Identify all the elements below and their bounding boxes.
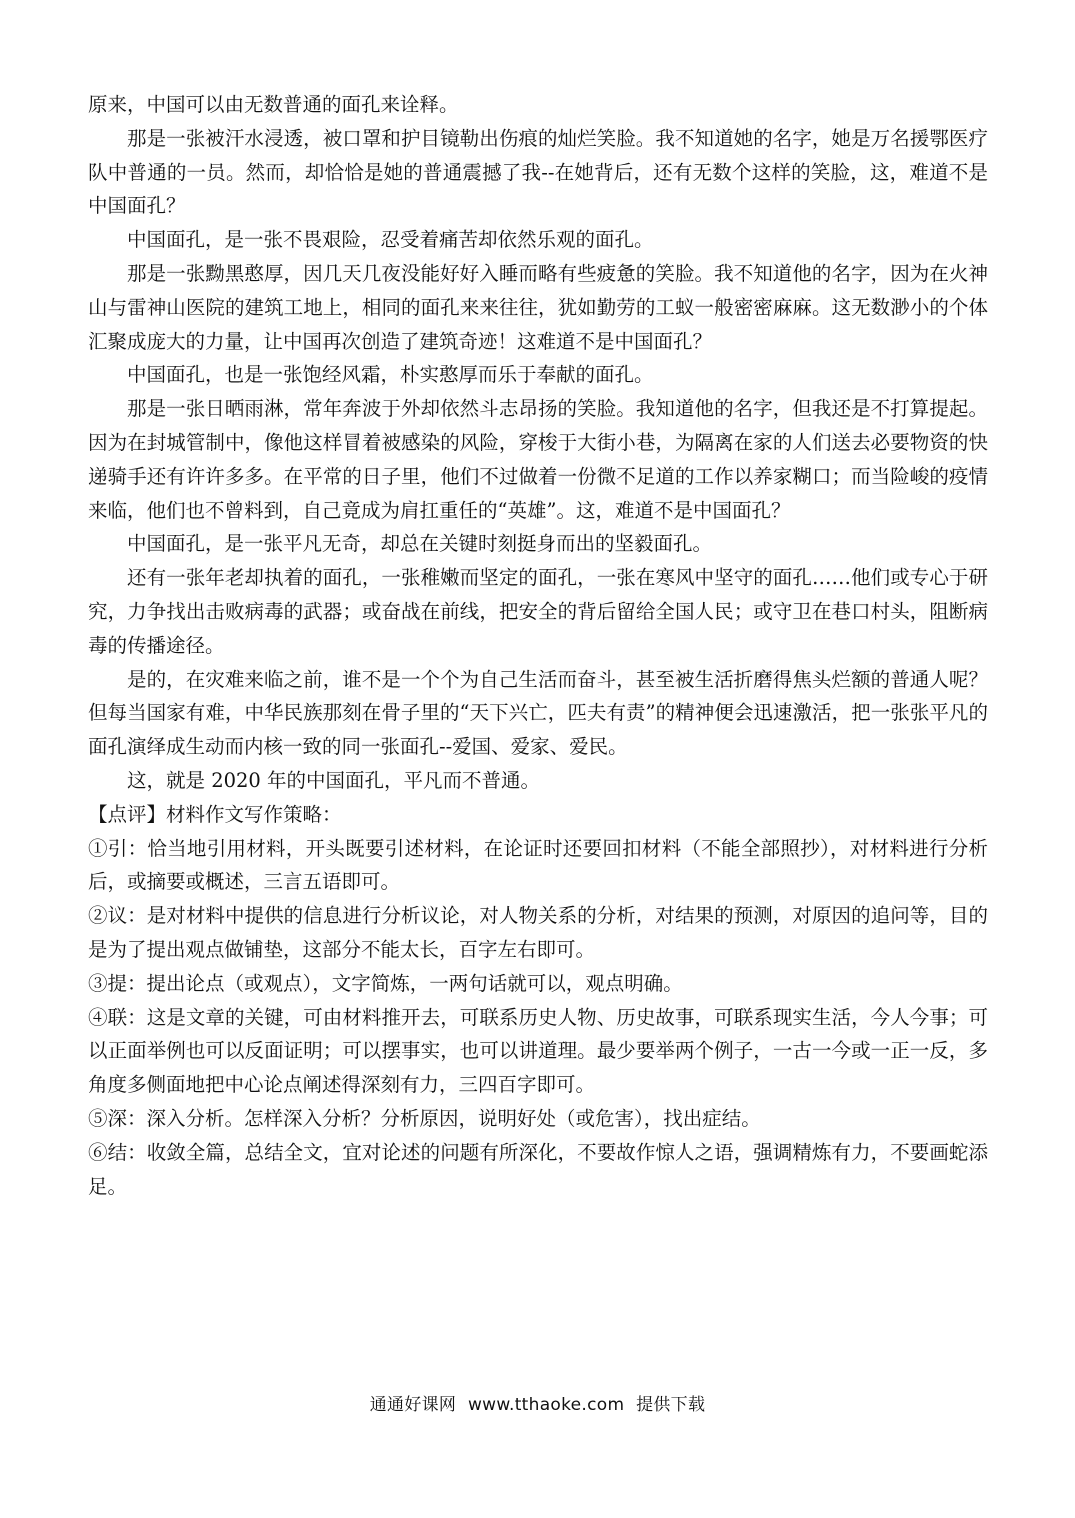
essay-paragraph: 原来，中国可以由无数普通的面孔来诠释。 [88, 93, 459, 116]
essay-paragraph: 那是一张黝黑憨厚，因几天几夜没能好好入睡而略有些疲惫的笑脸。我不知道他的名字，因为在火神山与雷神山医院的建筑工地上，相同的面孔来来往往，犹如勤劳的工蚁一般密密麻麻。这无数渺小的个体汇聚成庞大的力量，让中国再次创造了建筑奇迹！这难道不是中国面孔？ [88, 261, 988, 353]
footer-suffix: 提供下载 [636, 1395, 706, 1415]
page-footer [0, 1390, 1075, 1415]
essay-paragraph: 中国面孔，是一张不畏艰险，忍受着痛苦却依然乐观的面孔。 [127, 228, 654, 252]
commentary-item: ②议：是对材料中提供的信息进行分析议论，对人物关系的分析，对结果的预测，对原因的追问等，目的是为了提出观点做铺垫，这部分不能太长，百字左右即可。 [88, 904, 988, 961]
commentary-item: ③提：提出论点（或观点），文字简炼，一两句话就可以，观点明确。 [88, 971, 683, 995]
footer-site-name: 通通好课网 [369, 1395, 457, 1415]
essay-paragraph: 那是一张被汗水浸透，被口罩和护目镜勒出伤痕的灿烂笑脸。我不知道她的名字，她是万名援鄂医疗队中普通的一员。然而，却恰恰是她的普通震撼了我--在她背后，还有无数个这样的笑脸，这，难道不是中国面孔？ [88, 126, 988, 218]
commentary-heading: 【点评】材料作文写作策略： [88, 802, 342, 826]
essay-paragraph: 是的，在灾难来临之前，谁不是一个个为自己生活而奋斗，甚至被生活折磨得焦头烂额的普通人呢？但每当国家有难，中华民族那刻在骨子里的“天下兴亡，匹夫有责”的精神便会迅速激活，把一张张平凡的面孔演绎成生动而内核一致的同一张面孔--爱国、爱家、爱民。 [88, 667, 988, 759]
essay-paragraph: 中国面孔，也是一张饱经风霜，朴实憨厚而乐于奉献的面孔。 [127, 363, 654, 387]
essay-paragraph: 中国面孔，是一张平凡无奇，却总在关键时刻挺身而出的坚毅面孔。 [127, 532, 713, 556]
essay-paragraph: 那是一张日晒雨淋，常年奔波于外却依然斗志昂扬的笑脸。我知道他的名字，但我还是不打算提起。因为在封城管制中，像他这样冒着被感染的风险，穿梭于大街小巷，为隔离在家的人们送去必要物资的快递骑手还有许许多多。在平常的日子里，他们不过做着一份微不足道的工作以养家糊口；而当险峻的疫情来临，他们也不曾料到，自己竟成为肩扛重任的“英雄”。这，难道不是中国面孔？ [88, 397, 988, 522]
commentary-item: ①引：恰当地引用材料，开头既要引述材料，在论证时还要回扣材料（不能全部照抄），对材料进行分析后，或摘要或概述，三言五语即可。 [88, 836, 988, 894]
essay-paragraph: 还有一张年老却执着的面孔，一张稚嫩而坚定的面孔，一张在寒风中坚守的面孔……他们或专心于研究，力争找出击败病毒的武器；或奋战在前线，把安全的背后留给全国人民；或守卫在巷口村头，阻断病毒的传播途径。 [88, 566, 988, 657]
commentary-item: ⑤深：深入分析。怎样深入分析？分析原因，说明好处（或危害），找出症结。 [88, 1106, 761, 1130]
commentary-item: ⑥结：收敛全篇，总结全文，宜对论述的问题有所深化，不要故作惊人之语，强调精炼有力，不要画蛇添足。 [88, 1140, 988, 1198]
document-page [88, 88, 988, 1203]
essay-paragraph: 这，就是 2020 年的中国面孔，平凡而不普通。 [127, 768, 541, 792]
footer-url-link[interactable]: www.tthaoke.com [467, 1395, 625, 1415]
commentary-item: ④联：这是文章的关键，可由材料推开去，可联系历史人物、历史故事，可联系现实生活，今人今事；可以正面举例也可以反面证明；可以摆事实，也可以讲道理。最少要举两个例子，一古一今或一正一反，多角度多侧面地把中心论点阐述得深刻有力，三四百字即可。 [88, 1005, 988, 1097]
